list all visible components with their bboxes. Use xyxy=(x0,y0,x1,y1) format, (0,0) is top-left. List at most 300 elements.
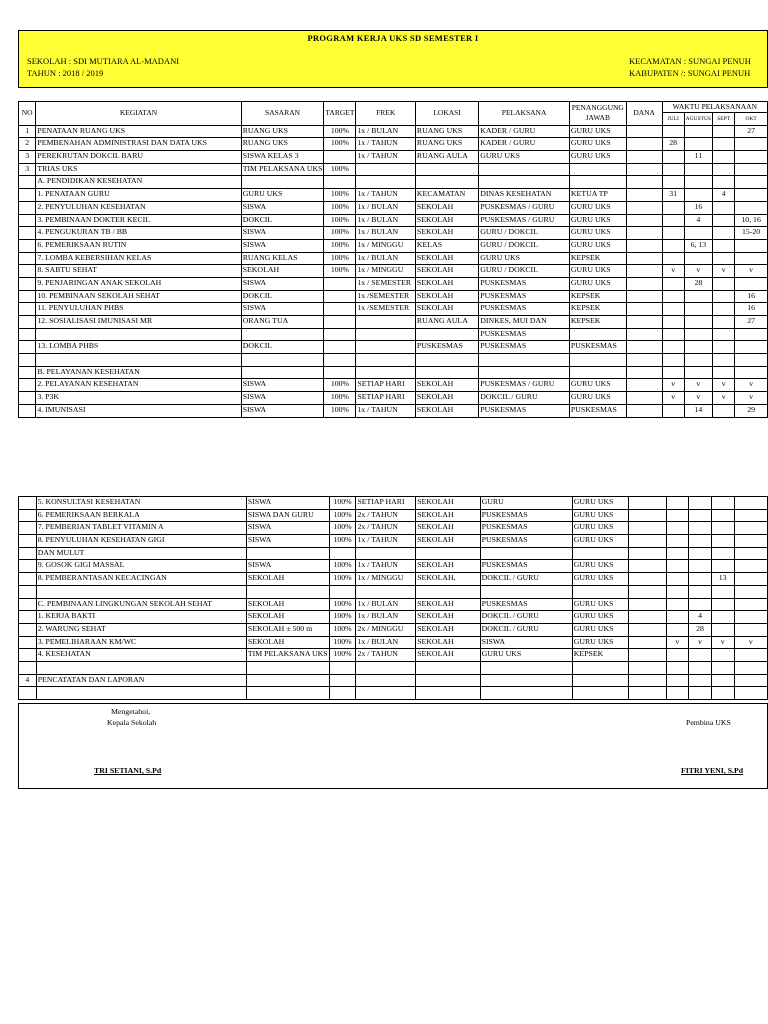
cell-sep xyxy=(713,341,735,354)
cell-penanggung-jawab: KEPSEK xyxy=(569,316,626,329)
table-row xyxy=(19,547,768,560)
cell-sasaran: ORANG TUA xyxy=(241,316,324,329)
table-row xyxy=(19,522,768,535)
col-lokasi: LOKASI xyxy=(415,102,478,126)
cell-sep: v xyxy=(713,379,735,392)
cell-dana xyxy=(629,535,666,548)
table-row xyxy=(19,379,768,392)
cell-jul xyxy=(666,598,689,611)
cell-aug xyxy=(689,661,712,674)
cell-frek: 1x / MINGGU xyxy=(356,265,416,278)
cell-target: 100% xyxy=(324,214,356,227)
table-row xyxy=(19,560,768,573)
col-month-oct: OKT xyxy=(735,113,768,126)
cell-oct: 10, 16 xyxy=(735,214,768,227)
cell-no xyxy=(19,214,36,227)
cell-oct: v xyxy=(735,392,768,405)
cell-oct xyxy=(734,674,767,687)
district: KECAMATAN : SUNGAI PENUH xyxy=(629,56,751,66)
cell-dana xyxy=(626,354,662,367)
cell-no xyxy=(19,509,37,522)
cell-pelaksana: PUSKESMAS / GURU xyxy=(479,379,570,392)
cell-dana xyxy=(626,379,662,392)
cell-frek: 1x / TAHUN xyxy=(356,404,416,417)
cell-aug xyxy=(684,328,712,341)
cell-penanggung-jawab: KEPSEK xyxy=(572,649,629,662)
cell-aug xyxy=(684,316,712,329)
cell-jul xyxy=(662,404,684,417)
cell-dana xyxy=(626,290,662,303)
cell-kegiatan: 2. WARUNG SEHAT xyxy=(36,623,246,636)
cell-target xyxy=(329,687,356,700)
cell-pelaksana: PUSKESMAS xyxy=(479,404,570,417)
cell-aug xyxy=(684,176,712,189)
cell-dana xyxy=(626,125,662,138)
school-year: TAHUN : 2018 / 2019 xyxy=(27,68,104,78)
cell-sep: v xyxy=(713,265,735,278)
cell-pelaksana xyxy=(480,547,572,560)
cell-sep xyxy=(713,277,735,290)
cell-dana xyxy=(626,392,662,405)
cell-no: 3 xyxy=(19,151,36,164)
cell-kegiatan xyxy=(36,687,246,700)
cell-sasaran: RUANG KELAS xyxy=(241,252,324,265)
cell-frek: 2x / TAHUN xyxy=(356,509,416,522)
cell-pelaksana: PUSKESMAS xyxy=(479,277,570,290)
cell-oct: 27 xyxy=(735,125,768,138)
cell-frek xyxy=(356,547,416,560)
cell-no xyxy=(19,392,36,405)
cell-target: 100% xyxy=(324,404,356,417)
cell-no xyxy=(19,636,37,649)
cell-jul xyxy=(666,661,689,674)
cell-sasaran: SISWA xyxy=(241,277,324,290)
cell-penanggung-jawab xyxy=(572,661,629,674)
cell-target xyxy=(324,354,356,367)
cell-pelaksana: PUSKESMAS xyxy=(480,522,572,535)
cell-oct xyxy=(735,163,768,176)
cell-pelaksana: PUSKESMAS xyxy=(479,341,570,354)
cell-pelaksana xyxy=(479,163,570,176)
cell-no xyxy=(19,379,36,392)
cell-oct: v xyxy=(735,265,768,278)
cell-sep xyxy=(713,201,735,214)
cell-penanggung-jawab: GURU UKS xyxy=(569,265,626,278)
table-row xyxy=(19,214,768,227)
cell-dana xyxy=(629,661,666,674)
cell-dana xyxy=(626,341,662,354)
cell-aug xyxy=(684,303,712,316)
cell-dana xyxy=(629,687,666,700)
cell-dana xyxy=(629,598,666,611)
cell-penanggung-jawab: PUSKESMAS xyxy=(569,404,626,417)
cell-aug: v xyxy=(684,379,712,392)
cell-sasaran: SISWA xyxy=(246,522,329,535)
cell-frek: 1x / BULAN xyxy=(356,598,416,611)
table-row xyxy=(19,176,768,189)
cell-lokasi: SEKOLAH xyxy=(416,636,480,649)
cell-target xyxy=(324,316,356,329)
table-row xyxy=(19,392,768,405)
cell-dana xyxy=(626,239,662,252)
cell-sasaran xyxy=(246,674,329,687)
table-row xyxy=(19,151,768,164)
cell-dana xyxy=(629,623,666,636)
cell-penanggung-jawab: GURU UKS xyxy=(569,239,626,252)
cell-aug xyxy=(689,687,712,700)
table-row xyxy=(19,585,768,598)
cell-aug xyxy=(684,138,712,151)
cell-jul xyxy=(666,497,689,510)
cell-frek: SETIAP HARI xyxy=(356,497,416,510)
cell-penanggung-jawab xyxy=(569,366,626,379)
cell-penanggung-jawab: GURU UKS xyxy=(572,535,629,548)
cell-target: 100% xyxy=(329,611,356,624)
cell-sasaran: RUANG UKS xyxy=(241,125,324,138)
cell-sep: 4 xyxy=(713,189,735,202)
cell-frek xyxy=(356,674,416,687)
cell-pelaksana: DINAS KESEHATAN xyxy=(479,189,570,202)
cell-no: 2 xyxy=(19,138,36,151)
cell-frek xyxy=(356,687,416,700)
cell-target xyxy=(324,277,356,290)
table-row xyxy=(19,303,768,316)
cell-lokasi xyxy=(415,163,478,176)
cell-sep xyxy=(713,366,735,379)
cell-sep xyxy=(711,687,734,700)
cell-pelaksana: PUSKESMAS xyxy=(479,290,570,303)
cell-pelaksana xyxy=(480,661,572,674)
cell-sasaran: TIM PELAKSANA UKS xyxy=(246,649,329,662)
cell-oct xyxy=(735,189,768,202)
cell-pelaksana xyxy=(479,366,570,379)
cell-penanggung-jawab: GURU UKS xyxy=(569,151,626,164)
cell-sasaran xyxy=(246,547,329,560)
cell-jul xyxy=(662,176,684,189)
cell-target xyxy=(324,151,356,164)
cell-target xyxy=(329,585,356,598)
cell-oct xyxy=(734,497,767,510)
cell-lokasi xyxy=(415,176,478,189)
cell-aug xyxy=(684,125,712,138)
cell-jul xyxy=(666,560,689,573)
cell-frek xyxy=(356,354,416,367)
cell-target: 100% xyxy=(329,522,356,535)
table-row xyxy=(19,316,768,329)
cell-jul xyxy=(666,573,689,586)
cell-sasaran: DOKCIL xyxy=(241,341,324,354)
cell-sasaran: SEKOLAH xyxy=(241,265,324,278)
cell-jul xyxy=(662,341,684,354)
cell-target: 100% xyxy=(329,560,356,573)
cell-sasaran: SISWA KELAS 3 xyxy=(241,151,324,164)
cell-frek: 1x /SEMESTER xyxy=(356,303,416,316)
cell-target: 100% xyxy=(324,379,356,392)
cell-jul xyxy=(666,522,689,535)
cell-jul xyxy=(666,623,689,636)
cell-pelaksana: GURU / DOKCIL xyxy=(479,227,570,240)
cell-frek: 2x / TAHUN xyxy=(356,522,416,535)
table-row xyxy=(19,674,768,687)
cell-pelaksana: DOKCIL / GURU xyxy=(480,623,572,636)
cell-sasaran xyxy=(241,354,324,367)
table-row xyxy=(19,535,768,548)
cell-target: 100% xyxy=(329,649,356,662)
cell-jul xyxy=(662,366,684,379)
cell-penanggung-jawab: GURU UKS xyxy=(569,277,626,290)
cell-aug: 4 xyxy=(684,214,712,227)
cell-aug: v xyxy=(689,636,712,649)
cell-lokasi: SEKOLAH xyxy=(416,497,480,510)
cell-dana xyxy=(629,497,666,510)
cell-frek: 1x / TAHUN xyxy=(356,189,416,202)
cell-pelaksana: PUSKESMAS xyxy=(480,509,572,522)
cell-lokasi: SEKOLAH, xyxy=(416,573,480,586)
cell-frek xyxy=(356,366,416,379)
cell-penanggung-jawab: GURU UKS xyxy=(569,138,626,151)
cell-penanggung-jawab: GURU UKS xyxy=(572,522,629,535)
cell-sep xyxy=(713,239,735,252)
cell-dana xyxy=(626,151,662,164)
cell-sasaran: SEKOLAH xyxy=(246,598,329,611)
cell-no xyxy=(19,535,37,548)
cell-penanggung-jawab: GURU UKS xyxy=(569,201,626,214)
cell-lokasi: KECAMATAN xyxy=(415,189,478,202)
cell-no: 1 xyxy=(19,125,36,138)
cell-kegiatan: 9. PENJARINGAN ANAK SEKOLAH xyxy=(36,277,241,290)
cell-aug: v xyxy=(684,392,712,405)
cell-kegiatan: PEREKRUTAN DOKCIL BARU xyxy=(36,151,241,164)
cell-sasaran: RUANG UKS xyxy=(241,138,324,151)
cell-sep xyxy=(711,661,734,674)
cell-kegiatan: PENCATATAN DAN LAPORAN xyxy=(36,674,246,687)
cell-jul xyxy=(662,316,684,329)
cell-aug xyxy=(689,674,712,687)
cell-pelaksana: PUSKESMAS xyxy=(479,328,570,341)
cell-dana xyxy=(629,649,666,662)
cell-penanggung-jawab xyxy=(569,328,626,341)
cell-pelaksana: GURU / DOKCIL xyxy=(479,239,570,252)
cell-no xyxy=(19,277,36,290)
table-row xyxy=(19,573,768,586)
cell-penanggung-jawab: KEPSEK xyxy=(569,290,626,303)
cell-frek xyxy=(356,328,416,341)
cell-frek: 1x /SEMESTER xyxy=(356,290,416,303)
cell-target: 100% xyxy=(324,138,356,151)
cell-pelaksana: PUSKESMAS xyxy=(480,560,572,573)
cell-frek: 1x / BULAN xyxy=(356,227,416,240)
cell-lokasi: SEKOLAH xyxy=(415,404,478,417)
cell-target: 100% xyxy=(324,189,356,202)
cell-sasaran xyxy=(246,585,329,598)
cell-no xyxy=(19,497,37,510)
cell-dana xyxy=(626,265,662,278)
cell-sep xyxy=(713,404,735,417)
cell-jul: 28 xyxy=(662,138,684,151)
cell-pelaksana: GURU xyxy=(480,497,572,510)
cell-aug xyxy=(689,598,712,611)
cell-lokasi xyxy=(416,547,480,560)
cell-frek: SETIAP HARI xyxy=(356,392,416,405)
cell-lokasi: SEKOLAH xyxy=(415,227,478,240)
cell-pelaksana: DOKCIL / GURU xyxy=(480,573,572,586)
cell-dana xyxy=(626,366,662,379)
cell-sep xyxy=(711,509,734,522)
cell-jul xyxy=(662,328,684,341)
cell-lokasi: SEKOLAH xyxy=(415,379,478,392)
work-program-table-2 xyxy=(18,496,768,700)
cell-oct xyxy=(735,366,768,379)
cell-kegiatan: A. PENDIDIKAN KESEHATAN xyxy=(36,176,241,189)
cell-oct xyxy=(734,522,767,535)
cell-jul xyxy=(662,163,684,176)
cell-pelaksana xyxy=(480,674,572,687)
cell-jul xyxy=(662,151,684,164)
cell-oct xyxy=(734,573,767,586)
cell-target: 100% xyxy=(324,392,356,405)
cell-sep xyxy=(711,585,734,598)
cell-no: 4 xyxy=(19,674,37,687)
table-row xyxy=(19,227,768,240)
cell-sep xyxy=(713,316,735,329)
cell-kegiatan: TRIAS UKS xyxy=(36,163,241,176)
cell-sasaran: GURU UKS xyxy=(241,189,324,202)
table-row xyxy=(19,341,768,354)
cell-penanggung-jawab: GURU UKS xyxy=(569,392,626,405)
cell-penanggung-jawab xyxy=(572,585,629,598)
cell-sasaran: SISWA xyxy=(241,201,324,214)
cell-dana xyxy=(626,328,662,341)
cell-oct xyxy=(734,509,767,522)
cell-sep xyxy=(711,522,734,535)
cell-penanggung-jawab xyxy=(572,547,629,560)
cell-lokasi: SEKOLAH xyxy=(415,252,478,265)
cell-sasaran: SISWA xyxy=(246,535,329,548)
cell-kegiatan: 3. P3K xyxy=(36,392,241,405)
cell-penanggung-jawab: KEPSEK xyxy=(569,303,626,316)
cell-target xyxy=(324,341,356,354)
cell-target: 100% xyxy=(324,163,356,176)
table-row xyxy=(19,277,768,290)
cell-frek: 1x / TAHUN xyxy=(356,560,416,573)
cell-dana xyxy=(626,303,662,316)
cell-lokasi: RUANG UKS xyxy=(415,125,478,138)
cell-oct xyxy=(734,585,767,598)
cell-penanggung-jawab: GURU UKS xyxy=(572,598,629,611)
cell-frek: 1x / MINGGU xyxy=(356,239,416,252)
cell-lokasi: SEKOLAH xyxy=(416,560,480,573)
regency: KABUPATEN /: SUNGAI PENUH xyxy=(629,68,751,78)
cell-jul xyxy=(666,611,689,624)
cell-no xyxy=(19,189,36,202)
cell-penanggung-jawab: GURU UKS xyxy=(572,573,629,586)
cell-sep xyxy=(713,328,735,341)
cell-jul xyxy=(666,674,689,687)
cell-jul xyxy=(662,227,684,240)
cell-pelaksana: PUSKESMAS / GURU xyxy=(479,201,570,214)
col-sasaran: SASARAN xyxy=(241,102,324,126)
cell-kegiatan: 3. PEMELIHARAAN KM/WC xyxy=(36,636,246,649)
cell-lokasi: SEKOLAH xyxy=(415,290,478,303)
cell-oct xyxy=(735,341,768,354)
cell-dana xyxy=(629,560,666,573)
cell-kegiatan: 12. SOSIALISASI IMUNISASI MR xyxy=(36,316,241,329)
cell-sep: v xyxy=(713,392,735,405)
cell-aug xyxy=(689,649,712,662)
cell-kegiatan: 6. PEMERIKSAAN RUTIN xyxy=(36,239,241,252)
cell-aug xyxy=(684,227,712,240)
cell-frek xyxy=(356,585,416,598)
cell-oct xyxy=(734,649,767,662)
cell-oct xyxy=(734,687,767,700)
cell-pelaksana: PUSKESMAS xyxy=(480,598,572,611)
cell-jul xyxy=(662,277,684,290)
supervisor-name: FITRI YENI, S.Pd xyxy=(681,766,744,775)
cell-sep xyxy=(713,163,735,176)
cell-target xyxy=(324,366,356,379)
col-month-jul: JULI xyxy=(662,113,684,126)
cell-no xyxy=(19,522,37,535)
cell-no xyxy=(19,252,36,265)
cell-aug xyxy=(689,509,712,522)
cell-pelaksana: DOKCIL / GURU xyxy=(479,392,570,405)
cell-pelaksana: KADER / GURU xyxy=(479,138,570,151)
cell-frek: 1x / TAHUN xyxy=(356,535,416,548)
cell-lokasi xyxy=(416,661,480,674)
cell-target: 100% xyxy=(324,201,356,214)
cell-penanggung-jawab: GURU UKS xyxy=(572,497,629,510)
col-kegiatan: KEGIATAN xyxy=(36,102,241,126)
cell-lokasi: SEKOLAH xyxy=(416,611,480,624)
cell-aug xyxy=(684,290,712,303)
cell-no xyxy=(19,404,36,417)
cell-no xyxy=(19,687,37,700)
cell-kegiatan: 2. PENYULUHAN KESEHATAN xyxy=(36,201,241,214)
cell-penanggung-jawab: GURU UKS xyxy=(572,560,629,573)
cell-lokasi xyxy=(415,366,478,379)
table-row xyxy=(19,163,768,176)
cell-pelaksana: PUSKESMAS xyxy=(479,303,570,316)
cell-sep xyxy=(711,547,734,560)
cell-sasaran: SEKOLAH xyxy=(246,573,329,586)
table-row xyxy=(19,201,768,214)
cell-dana xyxy=(629,547,666,560)
cell-penanggung-jawab: GURU UKS xyxy=(572,623,629,636)
cell-penanggung-jawab xyxy=(569,354,626,367)
cell-sasaran: SISWA xyxy=(241,303,324,316)
cell-pelaksana: GURU UKS xyxy=(479,252,570,265)
cell-no xyxy=(19,303,36,316)
cell-kegiatan: DAN MULUT xyxy=(36,547,246,560)
cell-dana xyxy=(629,636,666,649)
cell-dana xyxy=(626,176,662,189)
table-row xyxy=(19,138,768,151)
cell-aug xyxy=(689,573,712,586)
cell-aug: 6, 13 xyxy=(684,239,712,252)
cell-oct xyxy=(734,611,767,624)
cell-jul xyxy=(666,687,689,700)
cell-no xyxy=(19,611,37,624)
cell-no xyxy=(19,661,37,674)
cell-sasaran: DOKCIL xyxy=(241,290,324,303)
cell-no xyxy=(19,649,37,662)
cell-no xyxy=(19,585,37,598)
cell-lokasi: RUANG AULA xyxy=(415,316,478,329)
cell-lokasi: RUANG AULA xyxy=(415,151,478,164)
program-header xyxy=(18,30,768,88)
cell-aug: 28 xyxy=(684,277,712,290)
cell-sasaran: SISWA xyxy=(241,227,324,240)
